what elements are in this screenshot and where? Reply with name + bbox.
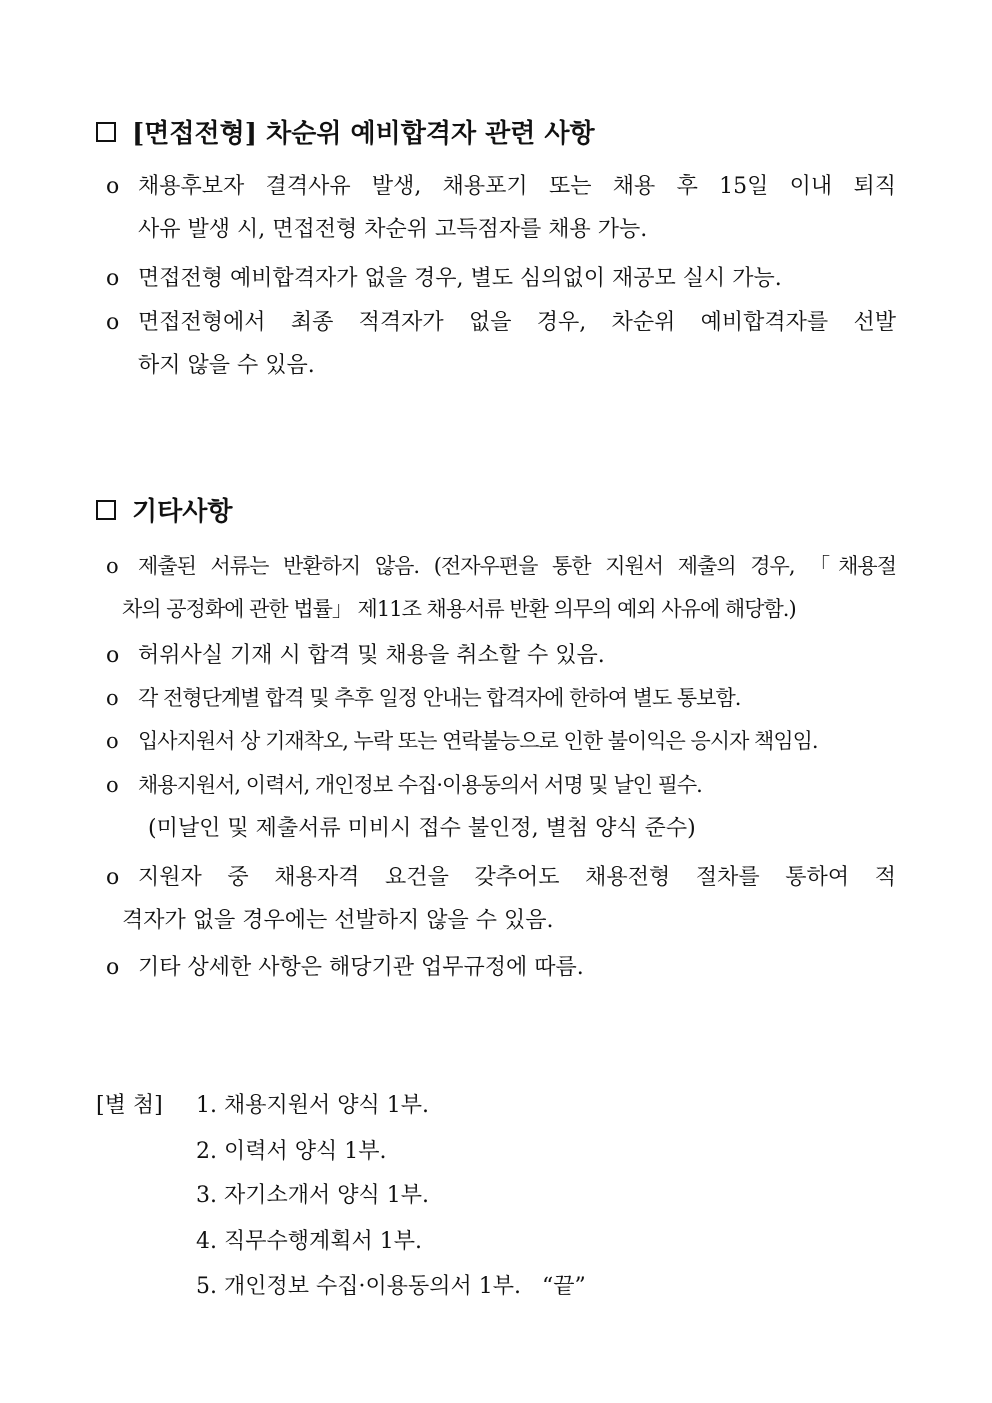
list-item [106, 301, 896, 387]
bullet: o [106, 310, 120, 335]
bullet: o [106, 266, 120, 291]
attachment-item: 2. 이력서 양식 1부. [196, 1139, 387, 1164]
item-line: 채용후보자 결격사유 발생, 채용포기 또는 채용 후 15일 이내 퇴직 [138, 174, 896, 199]
list-item [106, 856, 896, 942]
attachment-item: 3. 자기소개서 양식 1부. [196, 1183, 429, 1208]
item-line: 기타 상세한 사항은 해당기관 업무규정에 따름. [138, 955, 584, 980]
attachment-item: 1. 채용지원서 양식 1부. [196, 1093, 429, 1118]
item-line: 차의 공정화에 관한 법률」 제11조 채용서류 반환 의무의 예외 사유에 해당함.) [122, 597, 796, 621]
item-line: 면접전형에서 최종 적격자가 없을 경우, 차순위 예비합격자를 선발 [138, 310, 896, 335]
list-item [106, 677, 896, 720]
item-line: 각 전형단계별 합격 및 추후 일정 안내는 합격자에 한하여 별도 통보함. [138, 686, 741, 710]
item-line: 제출된 서류는 반환하지 않음. (전자우편을 통한 지원서 제출의 경우, 「채용절 [138, 554, 896, 578]
item-line: 지원자 중 채용자격 요건을 갖추어도 채용전형 절차를 통하여 적 [138, 865, 896, 890]
checkbox-icon [96, 122, 116, 142]
checkbox-icon [96, 500, 116, 520]
bullet: o [106, 686, 118, 710]
bullet: o [106, 955, 120, 980]
list-item [106, 257, 896, 300]
section-heading-interview [96, 113, 595, 150]
item-line: 하지 않을 수 있음. [138, 353, 315, 378]
attachment-item: 5. 개인정보 수집·이용동의서 1부. “끝” [196, 1274, 586, 1299]
list-item [106, 764, 896, 850]
attachments-label: [별 첨] [96, 1093, 163, 1118]
section-heading-misc [96, 491, 232, 528]
list-item [106, 165, 896, 251]
item-line: 채용지원서, 이력서, 개인정보 수집·이용동의서 서명 및 날인 필수. [138, 773, 702, 797]
attachment-item: 4. 직무수행계획서 1부. [196, 1229, 422, 1254]
bullet: o [106, 729, 118, 753]
item-line: 사유 발생 시, 면접전형 차순위 고득점자를 채용 가능. [138, 217, 648, 242]
bullet: o [106, 773, 118, 797]
item-line: 면접전형 예비합격자가 없을 경우, 별도 심의없이 재공모 실시 가능. [138, 266, 782, 291]
bullet: o [106, 174, 120, 199]
list-item [106, 545, 896, 631]
bullet: o [106, 554, 118, 578]
bullet: o [106, 865, 120, 890]
item-line: 허위사실 기재 시 합격 및 채용을 취소할 수 있음. [138, 643, 605, 668]
item-line: 입사지원서 상 기재착오, 누락 또는 연락불능으로 인한 불이익은 응시자 책임임. [138, 729, 818, 753]
item-line: 격자가 없을 경우에는 선발하지 않을 수 있음. [122, 908, 554, 933]
item-line: (미날인 및 제출서류 미비시 접수 불인정, 별첨 양식 준수) [148, 816, 696, 841]
list-item [106, 946, 896, 989]
bullet: o [106, 643, 120, 668]
section-title: 기타사항 [132, 497, 233, 527]
section-title: [면접전형] 차순위 예비합격자 관련 사항 [132, 119, 595, 149]
list-item [106, 634, 896, 677]
list-item [106, 720, 896, 763]
